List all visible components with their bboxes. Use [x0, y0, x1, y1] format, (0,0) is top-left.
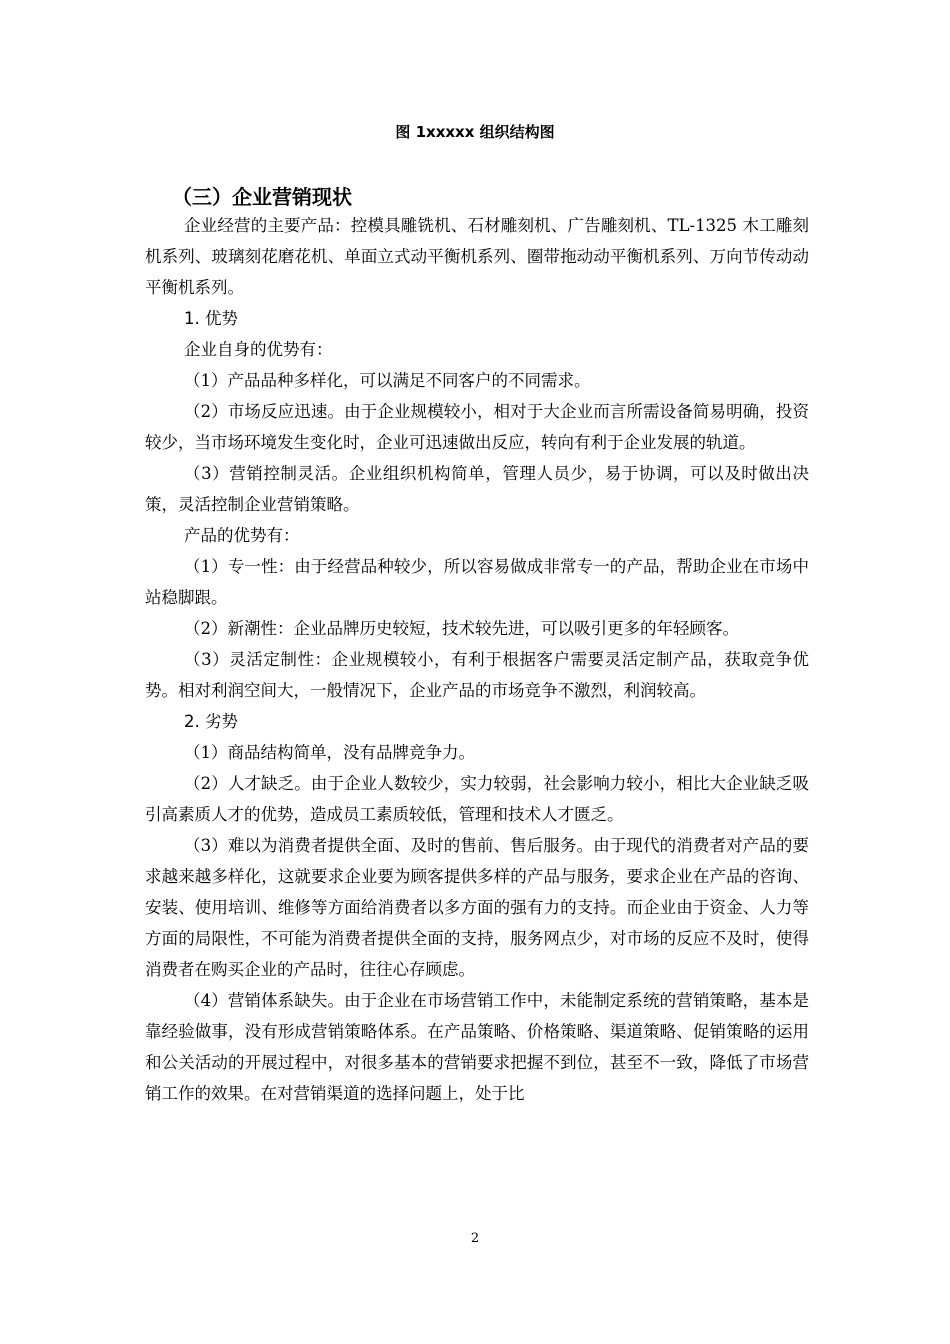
paragraph: （1）专一性：由于经营品种较少，所以容易做成非常专一的产品，帮助企业在市场中站稳脚跟。 [145, 557, 809, 607]
paragraph-products: 企业经营的主要产品：控模具雕铣机、石材雕刻机、广告雕刻机、TL-1325 木工雕刻机系列、玻璃刻花磨花机、单面立式动平衡机系列、圈带拖动动平衡机系列、万向节传动动平衡机系列。 [145, 216, 809, 297]
page-number: 2 [470, 1231, 480, 1246]
subheading-disadvantages: 2. 劣势 [184, 712, 238, 731]
paragraph: （3）难以为消费者提供全面、及时的售前、售后服务。由于现代的消费者对产品的要求越来越多样化，这就要求企业要为顾客提供多样的产品与服务，要求企业在产品的咨询、安装、使用培训、维修等方面给消费者以多方面的强有力的支持。而企业由于资金、人力等方面的局限性，不可能为消费者提供全面的支持，服务网点少，对市场的反应不及时，使得消费者在购买企业的产品时，往往心存顾虑。 [145, 836, 809, 979]
section-heading: （三）企业营销现状 [172, 185, 352, 209]
subheading-advantages: 1. 优势 [184, 309, 238, 328]
paragraph: 企业自身的优势有： [184, 340, 333, 359]
paragraph: （1）产品品种多样化，可以满足不同客户的不同需求。 [184, 371, 591, 390]
paragraph: （1）商品结构简单，没有品牌竞争力。 [184, 743, 475, 762]
paragraph: （4）营销体系缺失。由于企业在市场营销工作中，未能制定系统的营销策略，基本是靠经验做事，没有形成营销策略体系。在产品策略、价格策略、渠道策略、促销策略的运用和公关活动的开展过程中，对很多基本的营销要求把握不到位，甚至不一致，降低了市场营销工作的效果。在对营销渠道的选择问题上，处于比 [145, 991, 809, 1103]
paragraph: （2）新潮性：企业品牌历史较短，技术较先进，可以吸引更多的年轻顾客。 [184, 619, 739, 638]
paragraph: （2）市场反应迅速。由于企业规模较小，相对于大企业而言所需设备简易明确，投资较少，当市场环境发生变化时，企业可迅速做出反应，转向有利于企业发展的轨道。 [145, 402, 809, 452]
paragraph: （3）灵活定制性：企业规模较小，有利于根据客户需要灵活定制产品，获取竞争优势。相对利润空间大，一般情况下，企业产品的市场竞争不激烈，利润较高。 [145, 650, 809, 700]
figure-caption: 图 1xxxxx 组织结构图 [395, 123, 555, 141]
body-text [145, 210, 809, 1109]
paragraph: （2）人才缺乏。由于企业人数较少，实力较弱，社会影响力较小，相比大企业缺乏吸引高素质人才的优势，造成员工素质较低，管理和技术人才匮乏。 [145, 774, 809, 824]
paragraph: 产品的优势有： [184, 526, 300, 545]
paragraph: （3）营销控制灵活。企业组织机构简单，管理人员少，易于协调，可以及时做出决策，灵活控制企业营销策略。 [145, 464, 809, 514]
